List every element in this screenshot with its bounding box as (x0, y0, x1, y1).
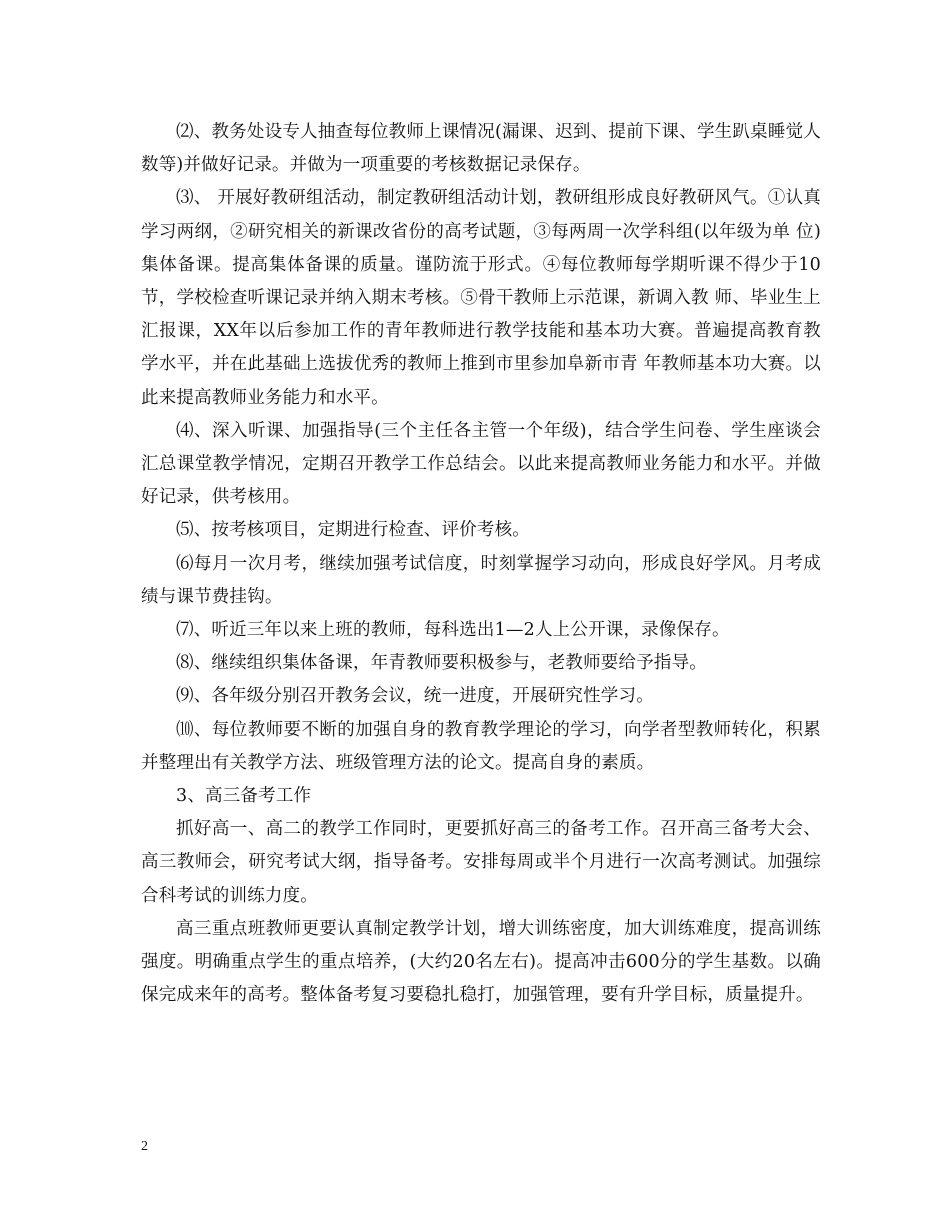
paragraph-monthly-exam: ⑹每月一次月考，继续加强考试信度，时刻掌握学习动向，形成良好学风。月考成绩与课节费挂钩。 (141, 553, 821, 607)
paragraph-lecture-guidance: ⑷、深入听课、加强指导(三个主任各主管一个年级)，结合学生问卷、学生座谈会汇总课堂教学情况，定期召开教学工作总结会。以此来提高教师业务能力和水平。并做好记录，供考核用。 (141, 420, 821, 508)
paragraph-assessment: ⑸、按考核项目，定期进行检查、评价考核。 (176, 520, 530, 541)
paragraph-self-study: ⑽、每位教师要不断的加强自身的教育教学理论的学习，向学者型教师转化，积累并整理出有关教学方法、班级管理方法的论文。提高自身的素质。 (141, 719, 821, 773)
paragraph-exam-prep: 抓好高一、高二的教学工作同时，更要抓好高三的备考工作。召开高三备考大会、高三教师会，研究考试大纲，指导备考。安排每周或半个月进行一次高考测试。加强综合科考试的训练力度。 (141, 819, 821, 906)
paragraph-key-class: 高三重点班教师更要认真制定教学计划，增大训练密度，加大训练难度，提高训练强度。明确重点学生的重点培养，(大约20名左右)。提高冲击600分的学生基数。以确保完成来年的高考。整体备考复习要稳扎稳打，加强管理，要有升学目标，质量提升。 (141, 918, 821, 1006)
document-body (141, 116, 821, 1012)
paragraph-research-group: ⑶、 开展好教研组活动，制定教研组活动计划，教研组形成良好教研风气。①认真学习两纲，②研究相关的新课改省份的高考试题，③每两周一次学科组(以年级为单 位)集体备课。提高集体备课的质量。谨防流于形式。④每位教师每学期听课不得少于10节，学校检查听课记录并纳入期末考核。⑤骨干教师上示范课，新调入教 师、毕业生上汇报课，XX年以后参加工作的青年教师进行教学技能和基本功大赛。普遍提高教育教学水平，并在此基础上选拔优秀的教师上推到市里参加阜新市青 年教师基本功大赛。以此来提高教师业务能力和水平。 (141, 188, 821, 408)
paragraph-grade-meetings: ⑼、各年级分别召开教务会议，统一进度，开展研究性学习。 (176, 686, 654, 707)
section-heading-senior-three: 3、高三备考工作 (176, 786, 312, 807)
paragraph-collective-prep: ⑻、继续组织集体备课，年青教师要积极参与，老教师要给予指导。 (176, 653, 707, 674)
paragraph-open-class: ⑺、听近三年以来上班的教师，每科选出1—2人上公开课，录像保存。 (176, 620, 730, 641)
page-number: 2 (141, 1139, 148, 1154)
paragraph-inspection: ⑵、教务处设专人抽查每位教师上课情况(漏课、迟到、提前下课、学生趴桌睡觉人数等)并做好记录。并做为一项重要的考核数据记录保存。 (141, 122, 821, 176)
